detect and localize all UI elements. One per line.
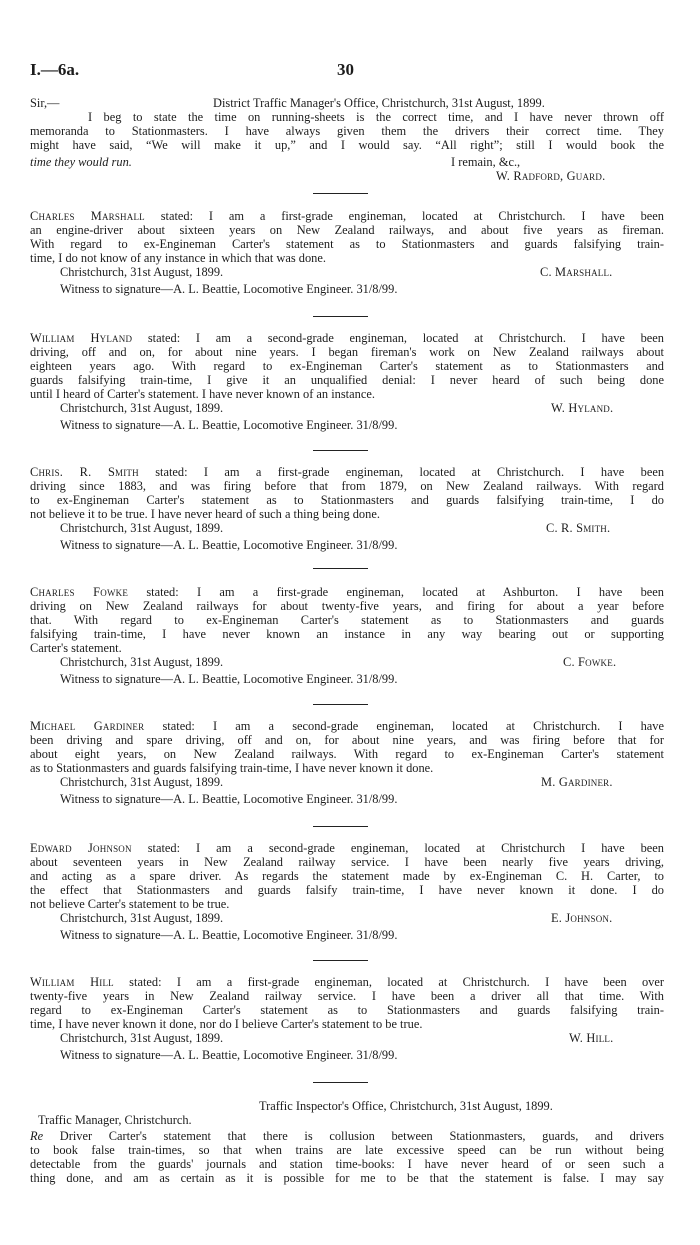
witness-line: Witness to signature—A. L. Beattie, Locomotive Engineer. 31/8/99. bbox=[60, 538, 398, 552]
statement-line: Carter's statement. bbox=[30, 641, 122, 655]
statement-line: William Hill stated: I am a first-grade engineman, located at Christchurch. I have been over bbox=[30, 975, 664, 989]
statement-line: not believe it to be true. I have never heard of such a thing being done. bbox=[30, 507, 380, 521]
statement-line: Edward Johnson stated: I am a second-grade engineman, located at Christchurch I have been bbox=[30, 841, 664, 855]
witness-line: Witness to signature—A. L. Beattie, Locomotive Engineer. 31/8/99. bbox=[60, 672, 398, 686]
statement-signature: C. Fowke. bbox=[563, 655, 617, 669]
statement-line: William Hyland stated: I am a second-grade engineman, located at Christchurch. I have been bbox=[30, 331, 664, 345]
statement-line: to ex-Engineman Carter's statement as to Stationmasters and guards falsifying train-time, I do bbox=[30, 493, 664, 507]
letter-recipient: Traffic Manager, Christchurch. bbox=[38, 1113, 192, 1127]
statement-line: twenty-five years in New Zealand railway service. I have been a driver all that time. With bbox=[30, 989, 664, 1003]
witness-name: Michael Gardiner bbox=[30, 719, 145, 733]
statement-place-date: Christchurch, 31st August, 1899. bbox=[60, 911, 224, 925]
witness-line: Witness to signature—A. L. Beattie, Locomotive Engineer. 31/8/99. bbox=[60, 792, 398, 806]
statement-place-date: Christchurch, 31st August, 1899. bbox=[60, 1031, 224, 1045]
statement-line: driving since 1883, and was firing before that from 1879, on New Zealand railways. With regard bbox=[30, 479, 664, 493]
page-number: 30 bbox=[337, 60, 354, 79]
statement-place-date: Christchurch, 31st August, 1899. bbox=[60, 655, 224, 669]
section-divider bbox=[313, 316, 368, 317]
statement-line: regard to ex-Engineman Carter's statement as to Stationmasters and guards falsifying train- bbox=[30, 1003, 664, 1017]
statement-line: Charles Fowke stated: I am a first-grade engineman, located at Ashburton. I have been bbox=[30, 585, 664, 599]
statement-line: as to Stationmasters and guards falsifying train-time, I have never known it done. bbox=[30, 761, 434, 775]
section-divider bbox=[313, 826, 368, 827]
statement-signature: C. R. Smith. bbox=[546, 521, 611, 535]
statement-line: With regard to ex-Engineman Carter's statement as to Stationmasters and guards falsifying train- bbox=[30, 237, 664, 251]
letter-line: to book false train-times, so that when trains are late excessive speed can be run without being bbox=[30, 1143, 664, 1157]
section-divider bbox=[313, 960, 368, 961]
statement-line: falsifying train-time, I have never known an instance in any way bearing out or supporting bbox=[30, 627, 664, 641]
statement-line: until I heard of Carter's statement. I have never known of an instance. bbox=[30, 387, 375, 401]
witness-name: Chris. R. Smith bbox=[30, 465, 139, 479]
statement-line: about eight years, on New Zealand railways. With regard to ex-Engineman Carter's statement bbox=[30, 747, 664, 761]
section-divider bbox=[313, 450, 368, 451]
letter-address: District Traffic Manager's Office, Christchurch, 31st August, 1899. bbox=[213, 96, 545, 110]
statement-place-date: Christchurch, 31st August, 1899. bbox=[60, 265, 224, 279]
letter-line: I beg to state the time on running-sheets is the correct time, and I have never thrown off bbox=[88, 110, 664, 124]
statement-line: Michael Gardiner stated: I am a second-grade engineman, located at Christchurch. I have bbox=[30, 719, 664, 733]
statement-place-date: Christchurch, 31st August, 1899. bbox=[60, 521, 224, 535]
letter-line: detectable from the guards' journals and station time-books: I have never heard of or seen such a bbox=[30, 1157, 664, 1171]
document-reference: I.—6a. bbox=[30, 60, 80, 79]
statement-signature: W. Hill. bbox=[569, 1031, 614, 1045]
letter-line: Re Driver Carter's statement that there is collusion between Stationmasters, guards, and drivers bbox=[30, 1129, 664, 1143]
statement-line: guards falsifying train-time, I give it an unqualified denial: I never heard of such being done bbox=[30, 373, 664, 387]
statement-place-date: Christchurch, 31st August, 1899. bbox=[60, 775, 224, 789]
witness-line: Witness to signature—A. L. Beattie, Locomotive Engineer. 31/8/99. bbox=[60, 928, 398, 942]
section-divider bbox=[313, 1082, 368, 1083]
statement-signature: E. Johnson. bbox=[551, 911, 613, 925]
statement-signature: M. Gardiner. bbox=[541, 775, 613, 789]
statement-signature: W. Hyland. bbox=[551, 401, 614, 415]
statement-line: and acting as a spare driver. As regards the statement made by ex-Engineman C. H. Carter, to bbox=[30, 869, 664, 883]
statement-line: that. With regard to ex-Engineman Carter's statement as to Stationmasters and guards bbox=[30, 613, 664, 627]
letter-line: thing done, and am as certain as it is possible for me to be that the statement is false. I may say bbox=[30, 1171, 664, 1185]
letter-signature: W. Radford, Guard. bbox=[496, 169, 606, 183]
section-divider bbox=[313, 568, 368, 569]
statement-line: driving on New Zealand railways for about twenty-five years, and firing for about a year before bbox=[30, 599, 664, 613]
statement-line: time, I have never known it done, nor do I believe Carter's statement to be true. bbox=[30, 1017, 423, 1031]
statement-line: Chris. R. Smith stated: I am a first-grade engineman, located at Christchurch. I have been bbox=[30, 465, 665, 479]
witness-name: Charles Fowke bbox=[30, 585, 129, 599]
statement-line: driving, off and on, for about nine years. I began fireman's work on New Zealand railways about bbox=[30, 345, 664, 359]
witness-name: Edward Johnson bbox=[30, 841, 132, 855]
witness-line: Witness to signature—A. L. Beattie, Locomotive Engineer. 31/8/99. bbox=[60, 1048, 398, 1062]
witness-line: Witness to signature—A. L. Beattie, Locomotive Engineer. 31/8/99. bbox=[60, 282, 398, 296]
statement-line: not believe Carter's statement to be true. bbox=[30, 897, 230, 911]
statement-line: about seventeen years in New Zealand railway service. I have been nearly five years driving, bbox=[30, 855, 664, 869]
letter-line: might have said, “We will make it up,” and I would say. “All right”; still I would book the bbox=[30, 138, 664, 152]
letter-line: memoranda to Stationmasters. I have always given them the drivers their correct time. They bbox=[30, 124, 664, 138]
letter-address: Traffic Inspector's Office, Christchurch, 31st August, 1899. bbox=[259, 1099, 553, 1113]
statement-place-date: Christchurch, 31st August, 1899. bbox=[60, 401, 224, 415]
witness-name: Charles Marshall bbox=[30, 209, 145, 223]
witness-name: William Hill bbox=[30, 975, 114, 989]
statement-line: eighteen years ago. With regard to ex-Engineman Carter's statement as to Stationmasters and bbox=[30, 359, 664, 373]
salutation: Sir,— bbox=[30, 96, 60, 110]
letter-closing: I remain, &c., bbox=[451, 155, 521, 169]
statement-line: an engine-driver about sixteen years on New Zealand railways, and about five years as fireman. bbox=[30, 223, 664, 237]
statement-line: Charles Marshall stated: I am a first-grade engineman, located at Christchurch. I have been bbox=[30, 209, 664, 223]
witness-line: Witness to signature—A. L. Beattie, Locomotive Engineer. 31/8/99. bbox=[60, 418, 398, 432]
statement-signature: C. Marshall. bbox=[540, 265, 613, 279]
statement-line: the effect that Stationmasters and guards falsify train-time, I have never known it done. I do bbox=[30, 883, 664, 897]
letter-line: time they would run. bbox=[30, 155, 132, 169]
witness-name: William Hyland bbox=[30, 331, 133, 345]
statement-line: been driving and spare driving, off and on, for about nine years, and was firing before that for bbox=[30, 733, 664, 747]
statement-line: time, I do not know of any instance in which that was done. bbox=[30, 251, 326, 265]
section-divider bbox=[313, 193, 368, 194]
section-divider bbox=[313, 704, 368, 705]
